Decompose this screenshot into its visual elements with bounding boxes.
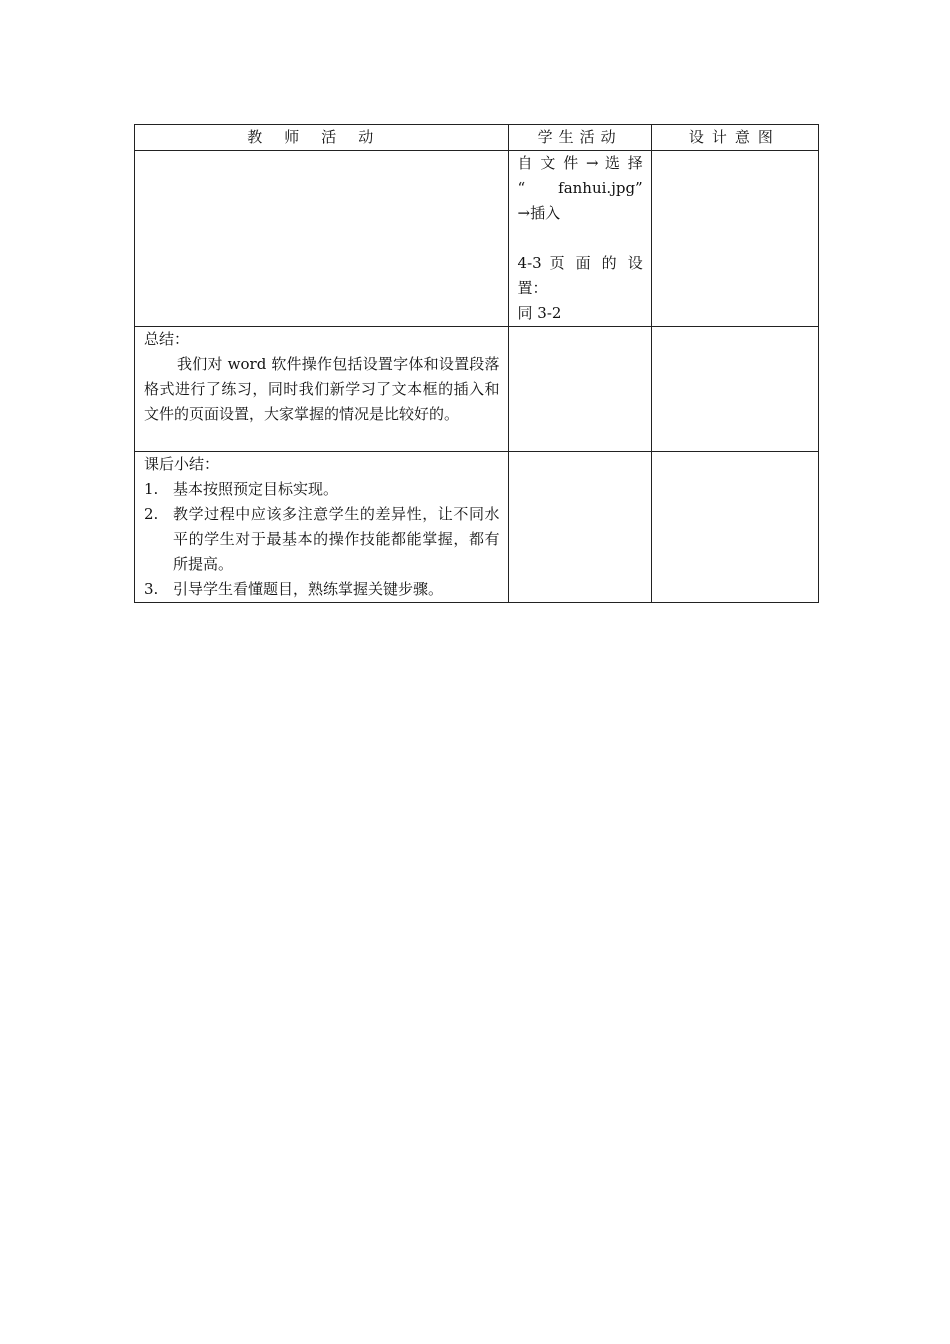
- lesson-plan-table: [134, 124, 819, 603]
- list-item-number: 3.: [144, 580, 159, 598]
- summary-body: 我们对 word 软件操作包括设置字体和设置段落格式进行了练习，同时我们新学习了文本框的插入和文件的页面设置，大家掌握的情况是比较好的。: [144, 355, 500, 423]
- student-activity-cell: [508, 151, 651, 327]
- table-row: [135, 327, 819, 452]
- student-line: →插入: [517, 204, 561, 222]
- design-cell-empty: [651, 452, 818, 603]
- list-item-number: 2.: [144, 505, 159, 523]
- summary-title: 总结：: [144, 330, 190, 348]
- header-teacher-activity: 教师活动: [135, 125, 509, 151]
- after-class-list: [144, 477, 500, 602]
- design-cell-empty: [651, 151, 818, 327]
- blank-line: [518, 226, 643, 251]
- after-class-cell: [135, 452, 509, 603]
- student-cell-empty: [508, 327, 651, 452]
- table-row: [135, 151, 819, 327]
- list-item-text: 引导学生看懂题目，熟练掌握关键步骤。: [173, 580, 444, 598]
- student-line: 自 文 件 → 选 择: [517, 154, 643, 172]
- student-line: 4-3 页 面 的 设: [517, 254, 643, 272]
- list-item-text: 基本按照预定目标实现。: [173, 480, 339, 498]
- list-item: [144, 477, 500, 502]
- header-row: [135, 125, 819, 151]
- header-student-activity: 学生活动: [508, 125, 651, 151]
- list-item: [144, 502, 500, 577]
- after-class-title: 课后小结：: [144, 455, 220, 473]
- student-line: 置：: [517, 279, 548, 297]
- list-item: [144, 577, 500, 602]
- summary-cell: [135, 327, 509, 452]
- student-cell-empty: [508, 452, 651, 603]
- teacher-cell-empty: [135, 151, 509, 327]
- student-line: “ fanhui.jpg”: [517, 179, 643, 197]
- header-design-intent: 设计意图: [651, 125, 818, 151]
- table-row: [135, 452, 819, 603]
- list-item-text: 教学过程中应该多注意学生的差异性，让不同水平的学生对于最基本的操作技能都能掌握，都有所提高。: [173, 505, 500, 573]
- list-item-number: 1.: [144, 480, 159, 498]
- design-cell-empty: [651, 327, 818, 452]
- student-line: 同 3-2: [517, 304, 562, 322]
